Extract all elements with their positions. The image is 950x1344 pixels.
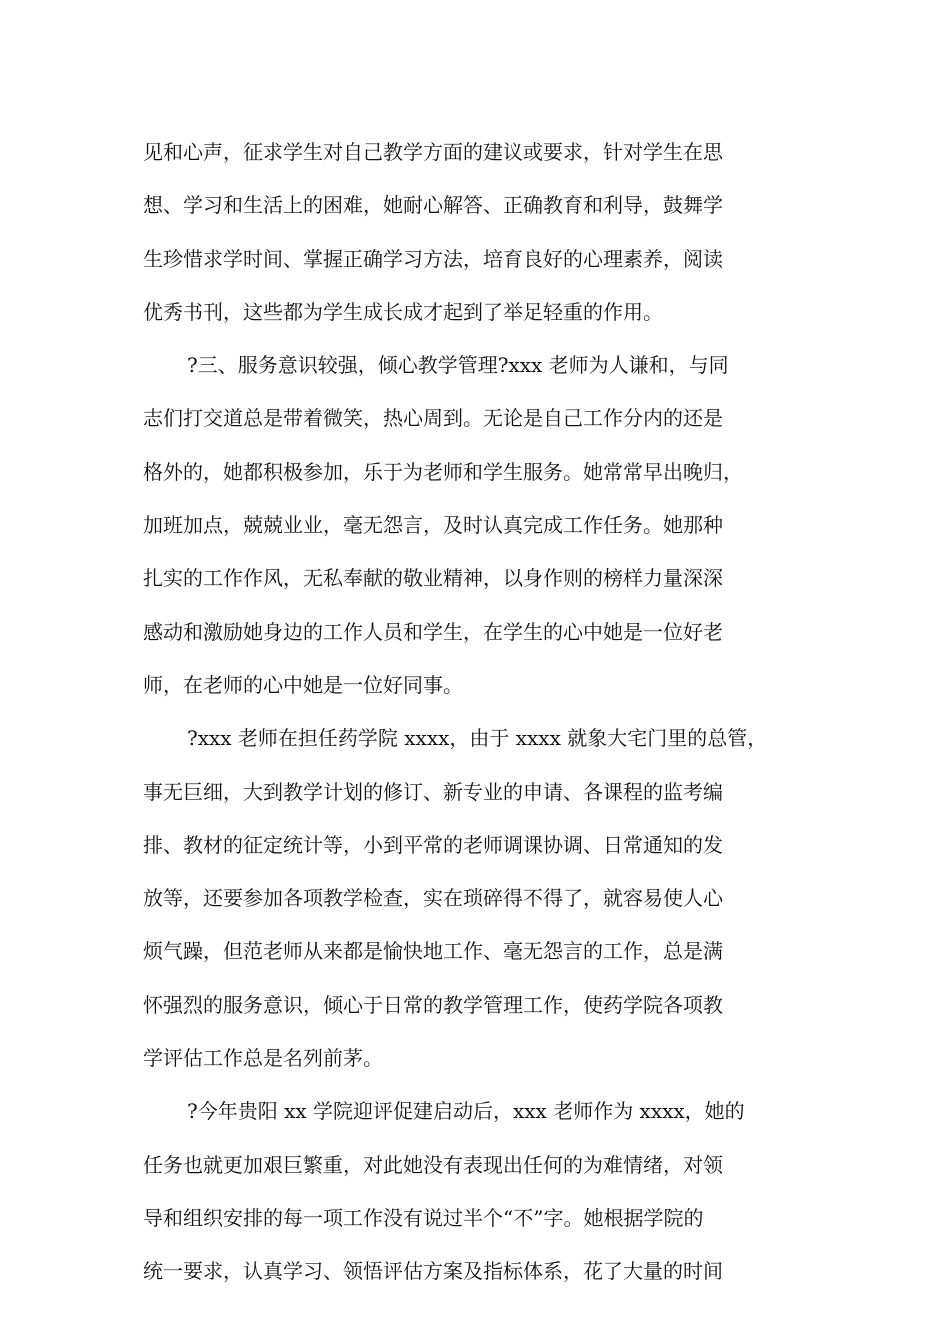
document-body-text: [143, 126, 823, 1299]
text-line: 见和心声，征求学生对自己教学方面的建议或要求，针对学生在思: [143, 140, 723, 164]
text-line: 事无巨细，大到教学计划的修订、新专业的申请、各课程的监考编: [143, 779, 723, 804]
text-line: 放等，还要参加各项教学检查，实在琐碎得不得了，就容易使人心: [143, 886, 723, 911]
text-line: 学评估工作总是名列前茅。: [143, 1046, 383, 1071]
text-line: 格外的，她都积极参加，乐于为老师和学生服务。她常常早出晚归，: [143, 459, 743, 484]
text-line: 想、学习和生活上的困难，她耐心解答、正确教育和利导，鼓舞学: [143, 193, 723, 218]
text-line: 优秀书刊，这些都为学生成长成才起到了举足轻重的作用。: [143, 299, 663, 324]
text-line: 生珍惜求学时间、掌握正确学习方法，培育良好的心理素养，阅读: [143, 246, 723, 271]
text-line: 师，在老师的心中她是一位好同事。: [143, 672, 463, 697]
text-line: 扎实的工作作风，无私奉献的敬业精神，以身作则的榜样力量深深: [143, 566, 723, 591]
text-line: 任务也就更加艰巨繁重，对此她没有表现出任何的为难情绪，对领: [143, 1152, 723, 1177]
text-line: 统一要求，认真学习、领悟评估方案及指标体系，花了大量的时间: [143, 1259, 723, 1284]
text-line: 导和组织安排的每一项工作没有说过半个“不”字。她根据学院的: [143, 1205, 704, 1230]
text-line: 排、教材的征定统计等，小到平常的老师调课协调、日常通知的发: [143, 832, 723, 857]
text-line: ?三、服务意识较强，倾心教学管理?xxx 老师为人谦和，与同: [187, 353, 729, 378]
text-line: 烦气躁，但范老师从来都是愉快地工作、毫无怨言的工作，总是满: [143, 939, 723, 964]
text-line: ?xxx 老师在担任药学院 xxxx，由于 xxxx 就象大宅门里的总管，: [187, 726, 768, 751]
text-line: 感动和激励她身边的工作人员和学生，在学生的心中她是一位好老: [143, 619, 723, 644]
text-line: ?今年贵阳 xx 学院迎评促建启动后，xxx 老师作为 xxxx，她的: [187, 1099, 745, 1124]
text-line: 加班加点，兢兢业业，毫无怨言，及时认真完成工作任务。她那种: [143, 513, 723, 538]
text-line: 志们打交道总是带着微笑，热心周到。无论是自己工作分内的还是: [143, 406, 723, 431]
text-line: 怀强烈的服务意识，倾心于日常的教学管理工作，使药学院各项教: [143, 992, 723, 1017]
